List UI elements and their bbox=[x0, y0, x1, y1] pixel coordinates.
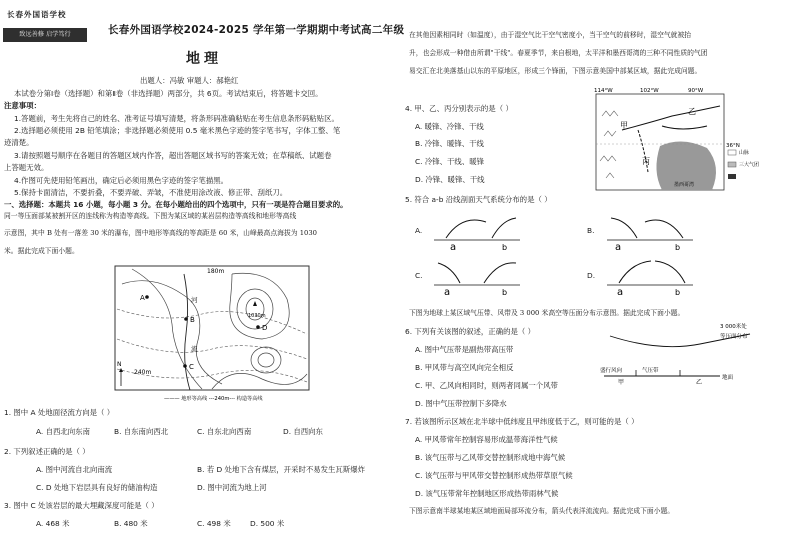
q5-option-d[interactable]: D. bbox=[587, 271, 596, 280]
note-3-cont: 上答题无效。 bbox=[4, 163, 49, 172]
q4-intro-line-1: 在其他因素相同时（如温度），由于湿空气比干空气密度小，当干空气的前移时，湿空气就被抬 bbox=[409, 31, 692, 39]
label-1030m: 1030m bbox=[248, 313, 266, 319]
label-a: A bbox=[140, 294, 145, 302]
label-wind: 盛行风向 bbox=[600, 368, 623, 374]
label-b: b bbox=[502, 243, 508, 252]
q1-intro-line-1: 同一等压面部某被割开区的连线称为构造等高线。下图为某区域的某岩层构造等高线和地形等高线 bbox=[4, 212, 297, 220]
q5-diagram-c bbox=[432, 255, 522, 297]
q4-intro-line-2: 升，也会形成一种借由所谓"干线"。春夏季节，来自根地，太平洋和墨西哥湾的三种不同性质的气团 bbox=[409, 49, 708, 57]
q6-option-d[interactable]: D. 图中气压带控制下多降水 bbox=[415, 399, 507, 408]
structural-contour bbox=[117, 339, 307, 359]
us-region-map bbox=[592, 86, 762, 194]
q1-option-c[interactable]: C. 自东北向西南 bbox=[197, 427, 252, 436]
label-belt: 气压带 bbox=[642, 368, 659, 374]
exam-title: 长春外国语学校2024-2025 学年第一学期期中考试高二年级 bbox=[108, 24, 405, 36]
contour-map bbox=[112, 264, 312, 404]
q5-option-c[interactable]: C. bbox=[415, 271, 423, 280]
label-180m: 180m bbox=[207, 268, 225, 275]
q6-option-b[interactable]: B. 甲风带与高空风向完全相反 bbox=[415, 363, 514, 372]
label-yi: 乙 bbox=[696, 379, 703, 386]
q1-option-a[interactable]: A. 自西北向东南 bbox=[36, 427, 90, 436]
map-legend: ——— 地形等高线 ---240m--- 构造等高线 bbox=[164, 396, 263, 402]
q5-diagram-d bbox=[605, 255, 695, 297]
q1-option-d[interactable]: D. 自西向东 bbox=[283, 427, 323, 436]
q3-option-a[interactable]: A. 468 米 bbox=[36, 519, 70, 528]
q5-diagram-b bbox=[605, 210, 695, 252]
q2-option-c[interactable]: C. D 处地下岩层具有良好的储油构造 bbox=[36, 483, 158, 492]
label-c: C bbox=[189, 363, 194, 371]
q2-option-a[interactable]: A. 图中河流自北向南流 bbox=[36, 465, 113, 474]
note-2: 2.选择题必须使用 2B 铅笔填涂；非选择题必须使用 0.5 毫米黑色字迹的签字笔书写，字体工整、笔 bbox=[14, 126, 341, 135]
terrain-contour bbox=[258, 353, 274, 367]
q5-stem: 5. 符合 a-b 沿线剖面天气系统分布的是（ ） bbox=[405, 195, 552, 204]
point-c bbox=[183, 364, 187, 368]
front-curve bbox=[438, 263, 460, 283]
q1-intro-line-2: 示意图，其中 B 处有一落差 30 米的瀑布，图中地形等高线的等高距是 60 米，山峰最高点海拔为 1030 bbox=[4, 229, 317, 237]
label-36n: 36°N bbox=[726, 143, 740, 149]
logo-motto: 致远善修 启学笃行 bbox=[3, 28, 87, 42]
label-isobar-2: 等压面分布 bbox=[720, 334, 748, 340]
front-curve bbox=[619, 261, 651, 283]
front-curve bbox=[446, 220, 486, 238]
label-240m: 240m bbox=[134, 369, 152, 376]
exam-intro: 本试卷分第Ⅰ卷（选择题）和第Ⅱ卷（非选择题）两部分，共 6页。考试结束后，将答题卡交回。 bbox=[14, 89, 323, 98]
label-114w: 114°W bbox=[594, 88, 613, 94]
label-a: a bbox=[617, 287, 624, 297]
label-jia: 甲 bbox=[618, 379, 625, 386]
terrain-contour bbox=[230, 273, 289, 339]
label-b: b bbox=[675, 243, 681, 252]
front-curve bbox=[492, 218, 516, 238]
q4-stem: 4. 甲、乙、丙分别表示的是（ ） bbox=[405, 104, 513, 113]
q4-option-a[interactable]: A. 暖锋、冷锋、干线 bbox=[415, 122, 484, 131]
q7-stem: 7. 若该图所示区域在北半球中低纬度且甲纬度低于乙，则可能的是（ ） bbox=[405, 417, 639, 426]
legend-mountain: 山脉 bbox=[739, 150, 750, 156]
label-isobar-1: 3 000米处 bbox=[720, 324, 747, 330]
label-d: D bbox=[262, 324, 268, 332]
q1-intro-line-3: 米。据此完成下面小题。 bbox=[4, 247, 79, 255]
q4-option-c[interactable]: C. 冷锋、干线、暖锋 bbox=[415, 157, 484, 166]
legend-swatch-airmass bbox=[728, 162, 736, 167]
notes-title: 注意事项： bbox=[4, 101, 41, 110]
q5-option-a[interactable]: A. bbox=[415, 226, 423, 235]
point-a bbox=[145, 295, 149, 299]
q6-stem: 6. 下列有关该图的叙述，正确的是（ ） bbox=[405, 327, 536, 336]
label-river-2: 流 bbox=[191, 345, 198, 353]
logo-text: 长春外国语学校 bbox=[7, 10, 67, 19]
label-bing: 丙 bbox=[642, 157, 650, 166]
q2-option-b[interactable]: B. 若 D 处地下含有煤层，开采时不易发生瓦斯爆炸 bbox=[197, 465, 365, 474]
note-1: 1.答题前，考生先将自己的姓名、准考证号填写清楚，将条形码准确粘贴在考生信息条形码粘贴区。 bbox=[14, 114, 339, 123]
label-a: a bbox=[450, 242, 457, 252]
q5-diagram-a bbox=[432, 210, 522, 252]
pressure-belt-diagram bbox=[600, 318, 790, 396]
note-5: 5.保持卡面清洁，不要折叠，不要弄破、弄皱，不准使用涂改液、修正带、刮纸刀。 bbox=[14, 188, 288, 197]
q2-option-d[interactable]: D. 图中河流为地上河 bbox=[197, 483, 267, 492]
q2-stem: 2. 下列叙述正确的是（ ） bbox=[4, 447, 90, 456]
summit-triangle bbox=[253, 301, 257, 306]
legend-swatch-mountain bbox=[728, 150, 736, 155]
subject-title: 地理 bbox=[186, 51, 222, 67]
q4-intro-line-3: 易交汇在北美落基山以东的平原地区，形成三个锋面，下图示意美国中部某区域，据此完成问题。 bbox=[409, 67, 702, 75]
label-ground: 地面 bbox=[722, 375, 734, 381]
q1-option-b[interactable]: B. 自东南向西北 bbox=[114, 427, 169, 436]
q7-option-a[interactable]: A. 甲风带常年控制容易形成温带海洋性气候 bbox=[415, 435, 558, 444]
label-b: b bbox=[502, 288, 508, 297]
q7-option-d[interactable]: D. 该气压带常年控制地区形成热带雨林气候 bbox=[415, 489, 559, 498]
q1-stem: 1. 图中 A 处地面径流方向是（ ） bbox=[4, 408, 115, 417]
note-3: 3.请按照题号顺序在各题目的答题区域内作答，超出答题区域书写的答案无效；在草稿纸、试题卷 bbox=[14, 151, 332, 160]
q6-intro: 下图为地球上某区域气压带、风带及 3 000 米高空等压面分布示意图。据此完成下面小题。 bbox=[409, 309, 685, 317]
q6-option-c[interactable]: C. 甲、乙风向相同时，则两者同属一个风带 bbox=[415, 381, 558, 390]
label-river-1: 河 bbox=[191, 296, 198, 304]
q5-option-b[interactable]: B. bbox=[587, 226, 595, 235]
q3-option-b[interactable]: B. 480 米 bbox=[114, 519, 148, 528]
q3-option-c[interactable]: C. 498 米 bbox=[197, 519, 231, 528]
q4-option-d[interactable]: D. 冷锋、暖锋、干线 bbox=[415, 175, 485, 184]
terrain-contour bbox=[251, 347, 281, 373]
q3-stem: 3. 图中 C 处该岩层的最大埋藏深度可能是（ ） bbox=[4, 501, 159, 510]
label-90w: 90°W bbox=[688, 88, 704, 94]
q6-option-a[interactable]: A. 图中气压带是副热带高压带 bbox=[415, 345, 514, 354]
q7-option-c[interactable]: C. 该气压带与甲风带交替控制形成热带草原气候 bbox=[415, 471, 573, 480]
label-b: B bbox=[190, 316, 195, 324]
section-one-heading: 一、选择题：本题共 16 小题，每小题 3 分。在每小题给出的四个选项中，只有一项是符合题目要求的。 bbox=[4, 200, 348, 209]
label-jia: 甲 bbox=[620, 121, 628, 130]
note-2-cont: 迹清楚。 bbox=[4, 138, 34, 147]
label-a: a bbox=[615, 242, 622, 252]
authors-line: 出题人：冯敏 审题人：郝艳红 bbox=[140, 76, 239, 85]
point-d bbox=[256, 325, 260, 329]
front-curve bbox=[611, 218, 637, 238]
structural-contour bbox=[117, 309, 307, 334]
q4-option-b[interactable]: B. 冷锋、暖锋、干线 bbox=[415, 139, 484, 148]
school-logo bbox=[3, 8, 85, 42]
legend-swatch-three bbox=[728, 174, 736, 179]
legend-airmass: 三大气团 bbox=[739, 162, 760, 168]
q3-option-d[interactable]: D. 500 米 bbox=[250, 519, 285, 528]
front-curve bbox=[655, 261, 685, 283]
north-label: N bbox=[117, 361, 122, 368]
footer-intro: 下图示意南半球某地某区域地面局部环流分布，箭头代表洋流流向。据此完成下面小题。 bbox=[409, 507, 675, 515]
label-yi: 乙 bbox=[688, 107, 696, 116]
label-102w: 102°W bbox=[640, 88, 659, 94]
terrain-contour bbox=[237, 289, 273, 329]
label-b: b bbox=[675, 288, 681, 297]
note-4: 4.作图可先使用铅笔画出，确定后必须用黑色字迹的签字笔描黑。 bbox=[14, 176, 228, 185]
front-curve bbox=[645, 220, 683, 238]
right-column bbox=[397, 0, 794, 560]
label-a: a bbox=[444, 287, 451, 297]
point-b bbox=[184, 317, 188, 321]
label-gulf: 墨西哥湾 bbox=[674, 182, 695, 188]
front-curve bbox=[484, 263, 516, 283]
q7-option-b[interactable]: B. 该气压带与乙风带交替控制形成地中海气候 bbox=[415, 453, 566, 462]
terrain-contour bbox=[212, 373, 307, 389]
